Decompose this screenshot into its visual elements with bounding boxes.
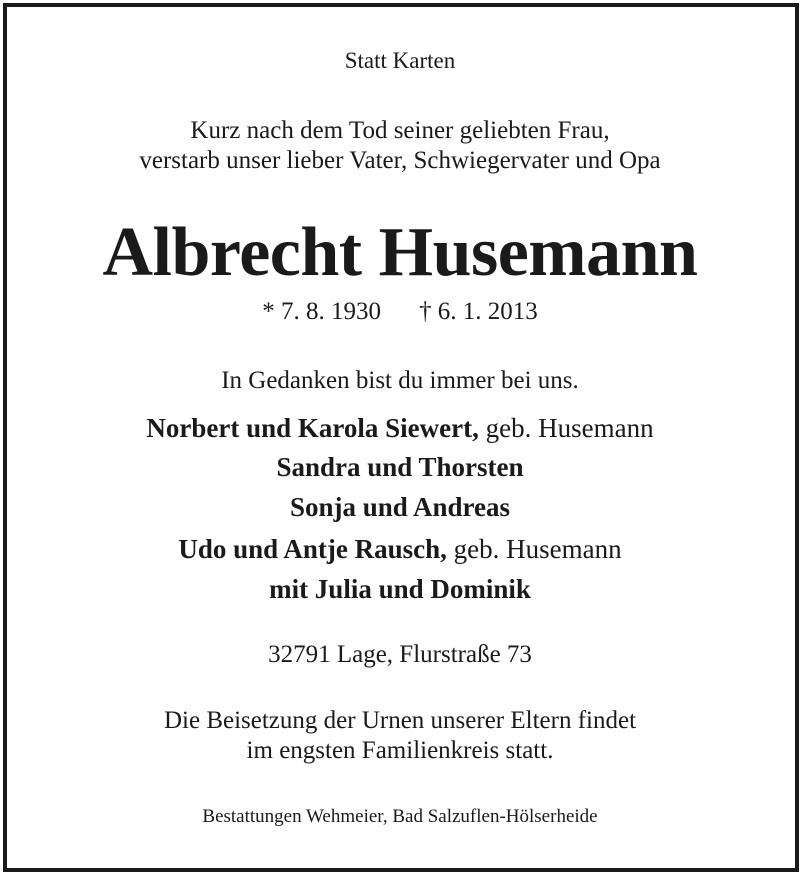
life-dates bbox=[0, 298, 800, 326]
family-names: mit Julia und Dominik bbox=[269, 574, 531, 604]
burial-line-1: Die Beisetzung der Urnen unserer Eltern findet bbox=[163, 707, 637, 734]
address: 32791 Lage, Flurstraße 73 bbox=[268, 641, 532, 668]
family-note: geb. Husemann bbox=[485, 413, 654, 443]
family-names: Norbert und Karola Siewert, bbox=[146, 413, 479, 443]
family-names: Sandra und Thorsten bbox=[276, 452, 524, 482]
family-names: Udo und Antje Rausch, bbox=[178, 534, 447, 564]
birth-date: * 7. 8. 1930 bbox=[262, 298, 381, 325]
family-line bbox=[0, 452, 800, 483]
undertaker: Bestattungen Wehmeier, Bad Salzuflen-Hölserheide bbox=[202, 806, 598, 827]
burial-line-2: im engsten Familienkreis statt. bbox=[246, 737, 554, 764]
intro-line-2: verstarb unser lieber Vater, Schwiegervater und Opa bbox=[139, 147, 661, 174]
family-line bbox=[0, 413, 800, 444]
family-names: Sonja und Andreas bbox=[289, 492, 511, 522]
family-line bbox=[0, 574, 800, 605]
family-note: geb. Husemann bbox=[453, 534, 622, 564]
motto: In Gedanken bist du immer bei uns. bbox=[221, 367, 579, 394]
header-statt-karten: Statt Karten bbox=[344, 48, 456, 73]
death-date: † 6. 1. 2013 bbox=[419, 298, 538, 325]
family-line bbox=[0, 492, 800, 523]
family-line bbox=[0, 534, 800, 565]
intro-line-1: Kurz nach dem Tod seiner geliebten Frau, bbox=[190, 117, 610, 144]
deceased-name: Albrecht Husemann bbox=[102, 214, 698, 291]
